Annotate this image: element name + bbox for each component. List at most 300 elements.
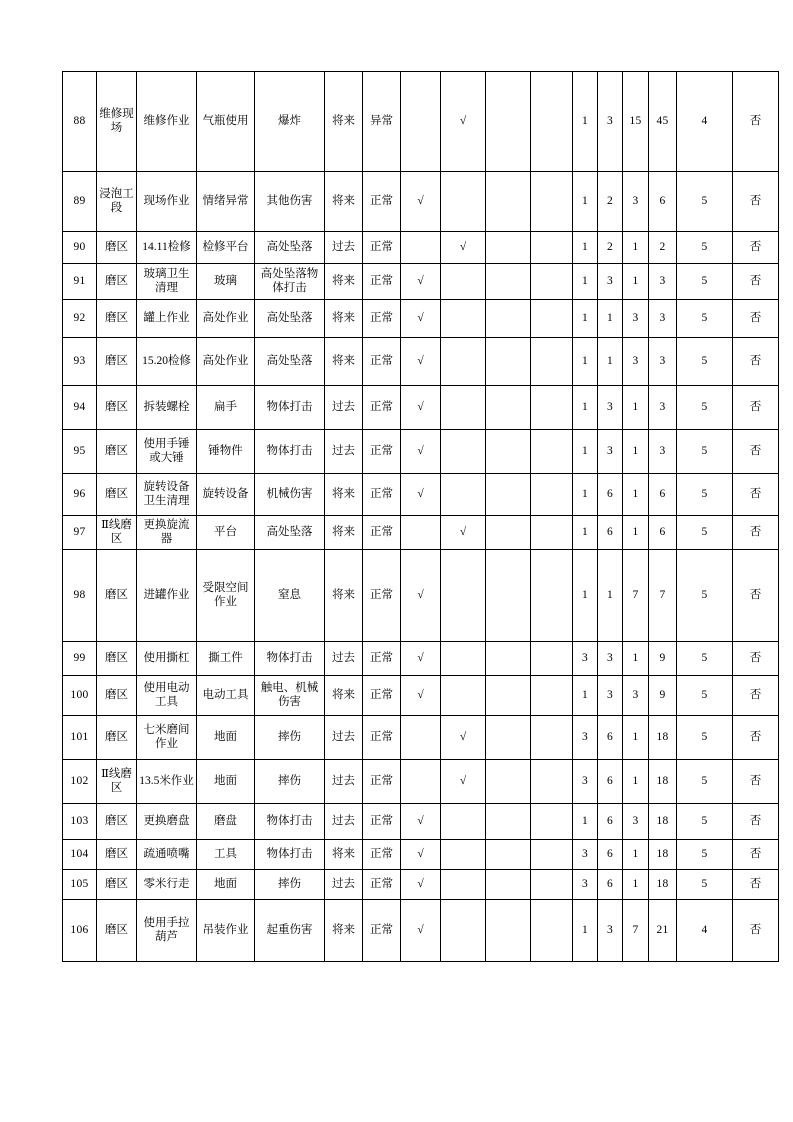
cell-area: 磨区 <box>97 550 137 642</box>
cell-score-l: 1 <box>573 550 598 642</box>
cell-source: 受限空间作业 <box>197 550 255 642</box>
cell-time: 过去 <box>325 642 363 676</box>
cell-check-2 <box>441 172 486 232</box>
table-row <box>63 232 779 264</box>
cell-area: 磨区 <box>97 840 137 870</box>
cell-source: 玻璃 <box>197 264 255 300</box>
cell-score-e: 6 <box>598 760 623 804</box>
cell-area: 磨区 <box>97 386 137 430</box>
cell-risk-level: 5 <box>677 840 733 870</box>
table-row <box>63 300 779 338</box>
cell-activity: 旋转设备卫生清理 <box>137 474 197 516</box>
cell-source: 地面 <box>197 870 255 900</box>
table-row <box>63 550 779 642</box>
cell-time: 将来 <box>325 172 363 232</box>
cell-check-4 <box>531 386 573 430</box>
cell-state: 正常 <box>363 264 401 300</box>
cell-check-4 <box>531 300 573 338</box>
cell-check-4 <box>531 760 573 804</box>
cell-score-l: 3 <box>573 760 598 804</box>
cell-index: 96 <box>63 474 97 516</box>
table-row <box>63 840 779 870</box>
cell-risk-level: 5 <box>677 232 733 264</box>
cell-area: 磨区 <box>97 716 137 760</box>
cell-index: 105 <box>63 870 97 900</box>
cell-state: 正常 <box>363 474 401 516</box>
cell-check-2 <box>441 550 486 642</box>
cell-score-l: 1 <box>573 338 598 386</box>
cell-hazard: 物体打击 <box>255 386 325 430</box>
cell-hazard: 窒息 <box>255 550 325 642</box>
table-row <box>63 760 779 804</box>
cell-activity: 现场作业 <box>137 172 197 232</box>
cell-time: 将来 <box>325 474 363 516</box>
cell-index: 97 <box>63 516 97 550</box>
cell-score-d: 3 <box>649 264 677 300</box>
cell-time: 过去 <box>325 430 363 474</box>
cell-state: 正常 <box>363 300 401 338</box>
cell-check-2 <box>441 386 486 430</box>
cell-score-e: 3 <box>598 386 623 430</box>
cell-check-3 <box>486 804 531 840</box>
cell-score-d: 9 <box>649 642 677 676</box>
cell-check-2 <box>441 430 486 474</box>
cell-activity: 使用撕杠 <box>137 642 197 676</box>
cell-check-3 <box>486 72 531 172</box>
cell-check-4 <box>531 232 573 264</box>
cell-state: 正常 <box>363 676 401 716</box>
cell-hazard: 物体打击 <box>255 642 325 676</box>
cell-area: 磨区 <box>97 474 137 516</box>
cell-source: 检修平台 <box>197 232 255 264</box>
cell-score-c: 3 <box>623 172 649 232</box>
cell-check-3 <box>486 264 531 300</box>
cell-check-1 <box>401 232 441 264</box>
cell-score-c: 3 <box>623 300 649 338</box>
cell-score-d: 45 <box>649 72 677 172</box>
cell-risk-level: 5 <box>677 804 733 840</box>
cell-time: 过去 <box>325 716 363 760</box>
cell-index: 103 <box>63 804 97 840</box>
cell-source: 磨盘 <box>197 804 255 840</box>
cell-check-3 <box>486 840 531 870</box>
cell-activity: 零米行走 <box>137 870 197 900</box>
cell-source: 平台 <box>197 516 255 550</box>
cell-check-1: √ <box>401 474 441 516</box>
cell-major: 否 <box>733 386 779 430</box>
cell-score-c: 1 <box>623 870 649 900</box>
cell-state: 正常 <box>363 232 401 264</box>
cell-activity: 七米磨间作业 <box>137 716 197 760</box>
cell-score-d: 18 <box>649 804 677 840</box>
cell-time: 过去 <box>325 386 363 430</box>
cell-score-e: 6 <box>598 840 623 870</box>
cell-time: 将来 <box>325 840 363 870</box>
cell-source: 锤物件 <box>197 430 255 474</box>
cell-score-c: 1 <box>623 386 649 430</box>
cell-risk-level: 5 <box>677 760 733 804</box>
risk-assessment-table-wrap <box>62 71 762 962</box>
cell-check-2 <box>441 676 486 716</box>
cell-score-l: 1 <box>573 300 598 338</box>
cell-check-2 <box>441 264 486 300</box>
cell-source: 撕工件 <box>197 642 255 676</box>
cell-hazard: 物体打击 <box>255 804 325 840</box>
cell-score-c: 3 <box>623 338 649 386</box>
cell-check-3 <box>486 386 531 430</box>
cell-source: 扁手 <box>197 386 255 430</box>
cell-source: 高处作业 <box>197 338 255 386</box>
cell-risk-level: 5 <box>677 386 733 430</box>
cell-activity: 更换磨盘 <box>137 804 197 840</box>
cell-score-e: 2 <box>598 172 623 232</box>
cell-risk-level: 5 <box>677 550 733 642</box>
cell-check-4 <box>531 900 573 962</box>
cell-major: 否 <box>733 716 779 760</box>
cell-area: Ⅱ线磨区 <box>97 760 137 804</box>
cell-score-l: 1 <box>573 804 598 840</box>
cell-time: 将来 <box>325 300 363 338</box>
cell-score-l: 1 <box>573 430 598 474</box>
cell-activity: 拆装螺栓 <box>137 386 197 430</box>
table-row <box>63 72 779 172</box>
cell-area: 磨区 <box>97 870 137 900</box>
cell-major: 否 <box>733 264 779 300</box>
cell-state: 正常 <box>363 840 401 870</box>
cell-source: 高处作业 <box>197 300 255 338</box>
table-row <box>63 430 779 474</box>
cell-score-c: 1 <box>623 716 649 760</box>
cell-score-d: 3 <box>649 338 677 386</box>
cell-check-1: √ <box>401 840 441 870</box>
cell-check-2 <box>441 900 486 962</box>
cell-check-1: √ <box>401 172 441 232</box>
cell-check-1: √ <box>401 642 441 676</box>
cell-check-3 <box>486 760 531 804</box>
cell-hazard: 机械伤害 <box>255 474 325 516</box>
cell-score-c: 1 <box>623 760 649 804</box>
cell-score-c: 3 <box>623 804 649 840</box>
cell-index: 91 <box>63 264 97 300</box>
cell-risk-level: 5 <box>677 516 733 550</box>
cell-score-l: 1 <box>573 676 598 716</box>
cell-check-2 <box>441 804 486 840</box>
cell-index: 89 <box>63 172 97 232</box>
cell-time: 将来 <box>325 516 363 550</box>
cell-activity: 维修作业 <box>137 72 197 172</box>
cell-score-l: 3 <box>573 870 598 900</box>
cell-check-4 <box>531 430 573 474</box>
cell-index: 90 <box>63 232 97 264</box>
cell-major: 否 <box>733 642 779 676</box>
cell-check-4 <box>531 840 573 870</box>
cell-check-3 <box>486 338 531 386</box>
cell-activity: 更换旋流器 <box>137 516 197 550</box>
cell-index: 88 <box>63 72 97 172</box>
cell-area: 磨区 <box>97 642 137 676</box>
cell-check-4 <box>531 870 573 900</box>
cell-major: 否 <box>733 516 779 550</box>
cell-activity: 使用手锤或大锤 <box>137 430 197 474</box>
cell-check-1 <box>401 516 441 550</box>
cell-check-1: √ <box>401 550 441 642</box>
cell-check-3 <box>486 870 531 900</box>
cell-check-4 <box>531 516 573 550</box>
cell-check-2 <box>441 338 486 386</box>
cell-source: 电动工具 <box>197 676 255 716</box>
cell-time: 将来 <box>325 900 363 962</box>
cell-time: 过去 <box>325 870 363 900</box>
cell-major: 否 <box>733 550 779 642</box>
cell-risk-level: 4 <box>677 72 733 172</box>
cell-state: 正常 <box>363 550 401 642</box>
cell-score-c: 15 <box>623 72 649 172</box>
cell-check-3 <box>486 300 531 338</box>
cell-score-e: 6 <box>598 474 623 516</box>
cell-state: 正常 <box>363 386 401 430</box>
cell-state: 正常 <box>363 870 401 900</box>
cell-risk-level: 5 <box>677 642 733 676</box>
cell-area: 磨区 <box>97 232 137 264</box>
cell-time: 将来 <box>325 550 363 642</box>
cell-score-c: 1 <box>623 474 649 516</box>
cell-state: 异常 <box>363 72 401 172</box>
cell-check-4 <box>531 642 573 676</box>
cell-source: 工具 <box>197 840 255 870</box>
cell-state: 正常 <box>363 716 401 760</box>
cell-hazard: 物体打击 <box>255 430 325 474</box>
cell-check-3 <box>486 516 531 550</box>
cell-hazard: 物体打击 <box>255 840 325 870</box>
cell-score-d: 3 <box>649 386 677 430</box>
cell-check-1 <box>401 716 441 760</box>
cell-area: 浸泡工段 <box>97 172 137 232</box>
cell-area: Ⅱ线磨区 <box>97 516 137 550</box>
cell-risk-level: 5 <box>677 300 733 338</box>
cell-check-1: √ <box>401 804 441 840</box>
cell-score-d: 18 <box>649 870 677 900</box>
cell-score-d: 21 <box>649 900 677 962</box>
cell-source: 气瓶使用 <box>197 72 255 172</box>
cell-check-3 <box>486 716 531 760</box>
cell-score-c: 1 <box>623 232 649 264</box>
cell-major: 否 <box>733 900 779 962</box>
cell-check-2 <box>441 474 486 516</box>
cell-major: 否 <box>733 474 779 516</box>
cell-score-e: 3 <box>598 676 623 716</box>
cell-score-c: 1 <box>623 840 649 870</box>
cell-state: 正常 <box>363 642 401 676</box>
cell-hazard: 高处坠落 <box>255 232 325 264</box>
table-row <box>63 676 779 716</box>
table-body <box>63 72 779 962</box>
cell-risk-level: 5 <box>677 172 733 232</box>
cell-score-e: 1 <box>598 300 623 338</box>
cell-check-2: √ <box>441 516 486 550</box>
table-row <box>63 804 779 840</box>
cell-score-e: 1 <box>598 338 623 386</box>
cell-source: 旋转设备 <box>197 474 255 516</box>
cell-score-l: 1 <box>573 386 598 430</box>
cell-source: 吊装作业 <box>197 900 255 962</box>
cell-area: 磨区 <box>97 264 137 300</box>
cell-check-3 <box>486 430 531 474</box>
table-row <box>63 474 779 516</box>
cell-check-4 <box>531 676 573 716</box>
cell-index: 100 <box>63 676 97 716</box>
cell-risk-level: 5 <box>677 264 733 300</box>
cell-time: 将来 <box>325 264 363 300</box>
cell-score-d: 18 <box>649 760 677 804</box>
cell-area: 磨区 <box>97 300 137 338</box>
table-row <box>63 870 779 900</box>
cell-check-1: √ <box>401 430 441 474</box>
cell-state: 正常 <box>363 516 401 550</box>
cell-hazard: 高处坠落物体打击 <box>255 264 325 300</box>
cell-state: 正常 <box>363 172 401 232</box>
cell-state: 正常 <box>363 760 401 804</box>
cell-major: 否 <box>733 760 779 804</box>
cell-score-l: 3 <box>573 642 598 676</box>
cell-check-3 <box>486 172 531 232</box>
table-row <box>63 716 779 760</box>
cell-check-2: √ <box>441 716 486 760</box>
cell-score-c: 3 <box>623 676 649 716</box>
cell-score-l: 1 <box>573 516 598 550</box>
cell-check-1: √ <box>401 676 441 716</box>
table-row <box>63 516 779 550</box>
cell-risk-level: 5 <box>677 676 733 716</box>
cell-source: 地面 <box>197 760 255 804</box>
cell-risk-level: 5 <box>677 716 733 760</box>
cell-score-e: 6 <box>598 870 623 900</box>
cell-score-l: 1 <box>573 172 598 232</box>
cell-check-2: √ <box>441 72 486 172</box>
cell-major: 否 <box>733 338 779 386</box>
cell-activity: 15.20检修 <box>137 338 197 386</box>
cell-check-3 <box>486 474 531 516</box>
cell-time: 将来 <box>325 676 363 716</box>
cell-check-3 <box>486 550 531 642</box>
cell-score-e: 6 <box>598 716 623 760</box>
cell-check-3 <box>486 900 531 962</box>
cell-score-d: 9 <box>649 676 677 716</box>
cell-time: 过去 <box>325 760 363 804</box>
cell-area: 磨区 <box>97 338 137 386</box>
cell-activity: 玻璃卫生清理 <box>137 264 197 300</box>
cell-score-c: 7 <box>623 550 649 642</box>
cell-score-d: 7 <box>649 550 677 642</box>
cell-index: 102 <box>63 760 97 804</box>
cell-activity: 13.5米作业 <box>137 760 197 804</box>
cell-score-l: 1 <box>573 232 598 264</box>
cell-score-l: 3 <box>573 716 598 760</box>
cell-check-1: √ <box>401 300 441 338</box>
cell-hazard: 其他伤害 <box>255 172 325 232</box>
cell-state: 正常 <box>363 804 401 840</box>
cell-score-c: 1 <box>623 264 649 300</box>
cell-score-d: 18 <box>649 840 677 870</box>
table-row <box>63 338 779 386</box>
cell-score-e: 1 <box>598 550 623 642</box>
cell-hazard: 摔伤 <box>255 760 325 804</box>
cell-check-4 <box>531 264 573 300</box>
cell-score-e: 3 <box>598 900 623 962</box>
cell-score-e: 3 <box>598 642 623 676</box>
cell-hazard: 摔伤 <box>255 870 325 900</box>
cell-area: 磨区 <box>97 676 137 716</box>
cell-score-c: 1 <box>623 642 649 676</box>
cell-index: 92 <box>63 300 97 338</box>
cell-activity: 进罐作业 <box>137 550 197 642</box>
cell-area: 维修现场 <box>97 72 137 172</box>
cell-check-2: √ <box>441 232 486 264</box>
cell-index: 101 <box>63 716 97 760</box>
cell-check-1: √ <box>401 870 441 900</box>
cell-check-4 <box>531 172 573 232</box>
cell-index: 95 <box>63 430 97 474</box>
cell-state: 正常 <box>363 430 401 474</box>
cell-area: 磨区 <box>97 804 137 840</box>
cell-hazard: 触电、机械伤害 <box>255 676 325 716</box>
cell-state: 正常 <box>363 900 401 962</box>
cell-check-1: √ <box>401 338 441 386</box>
cell-score-d: 18 <box>649 716 677 760</box>
cell-hazard: 起重伤害 <box>255 900 325 962</box>
cell-area: 磨区 <box>97 900 137 962</box>
cell-time: 过去 <box>325 804 363 840</box>
table-row <box>63 172 779 232</box>
cell-score-l: 1 <box>573 900 598 962</box>
cell-check-1: √ <box>401 264 441 300</box>
cell-risk-level: 5 <box>677 338 733 386</box>
cell-major: 否 <box>733 840 779 870</box>
cell-hazard: 高处坠落 <box>255 338 325 386</box>
cell-check-4 <box>531 338 573 386</box>
cell-check-3 <box>486 232 531 264</box>
cell-score-d: 2 <box>649 232 677 264</box>
cell-check-1 <box>401 72 441 172</box>
cell-score-d: 6 <box>649 516 677 550</box>
table-row <box>63 386 779 430</box>
cell-check-4 <box>531 72 573 172</box>
risk-assessment-table <box>62 71 779 962</box>
cell-check-2 <box>441 642 486 676</box>
cell-score-e: 3 <box>598 72 623 172</box>
cell-check-1: √ <box>401 386 441 430</box>
cell-check-1: √ <box>401 900 441 962</box>
cell-index: 94 <box>63 386 97 430</box>
cell-score-e: 2 <box>598 232 623 264</box>
cell-check-1 <box>401 760 441 804</box>
cell-major: 否 <box>733 232 779 264</box>
cell-score-d: 3 <box>649 430 677 474</box>
cell-major: 否 <box>733 676 779 716</box>
cell-hazard: 高处坠落 <box>255 300 325 338</box>
cell-major: 否 <box>733 804 779 840</box>
cell-risk-level: 5 <box>677 430 733 474</box>
cell-hazard: 高处坠落 <box>255 516 325 550</box>
cell-check-4 <box>531 804 573 840</box>
cell-score-e: 6 <box>598 516 623 550</box>
cell-check-3 <box>486 676 531 716</box>
cell-check-4 <box>531 550 573 642</box>
cell-check-4 <box>531 474 573 516</box>
cell-score-c: 1 <box>623 430 649 474</box>
cell-major: 否 <box>733 172 779 232</box>
cell-index: 99 <box>63 642 97 676</box>
cell-score-c: 7 <box>623 900 649 962</box>
